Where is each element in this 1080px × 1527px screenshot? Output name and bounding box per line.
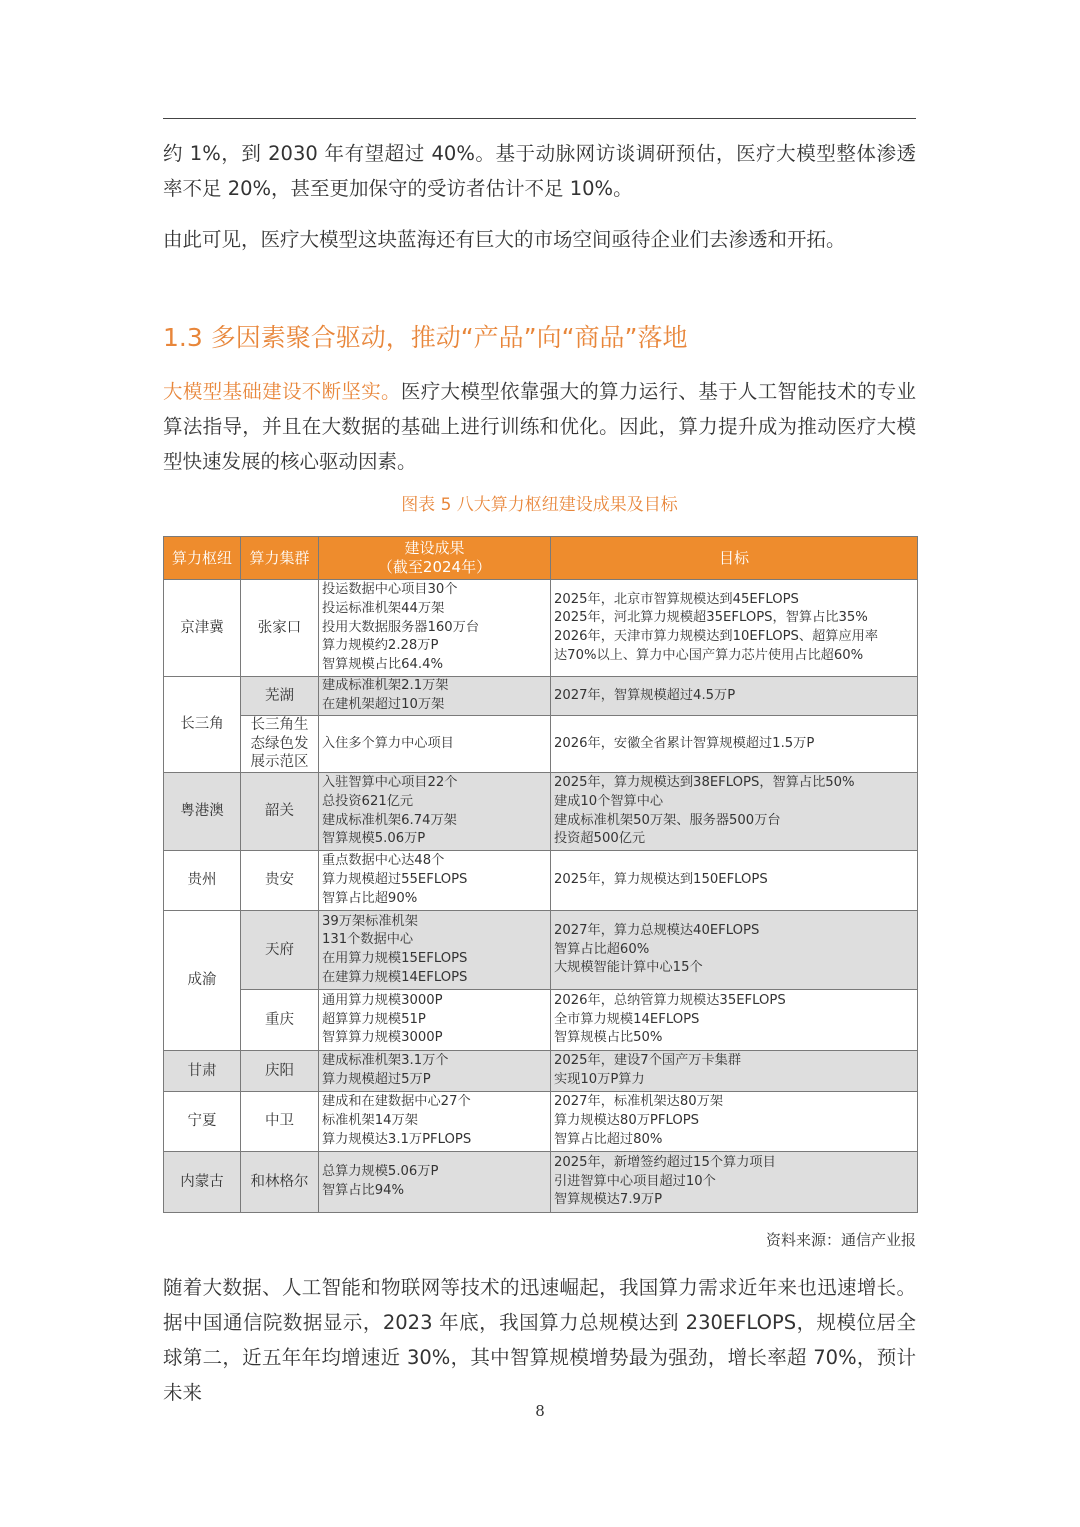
achievement-line: 算力规模超过5万P	[322, 1072, 431, 1087]
hub-cell: 内蒙古	[164, 1152, 241, 1213]
hub-cell: 长三角	[164, 677, 241, 773]
achievement-line: 入驻智算中心项目22个	[322, 775, 458, 791]
achievements-cell	[319, 990, 551, 1051]
cluster-cell: 庆阳	[241, 1051, 319, 1092]
target-cell	[551, 1092, 918, 1152]
achievement-line: 通用算力规模3000P	[322, 992, 443, 1008]
cluster-cell: 张家口	[241, 580, 319, 677]
lead-paragraph	[163, 374, 916, 479]
achievement-line: 算力规模达3.1万PFLOPS	[322, 1131, 472, 1147]
target-cell	[551, 911, 918, 990]
cluster-line: 展示范区	[250, 754, 309, 771]
achievements-cell	[319, 773, 551, 851]
header-rule	[163, 118, 916, 119]
target-cell	[551, 773, 918, 851]
lead-highlight: 大模型基础建设不断坚实。	[163, 380, 401, 403]
table-row	[164, 677, 918, 716]
achievement-line: 标准机架14万架	[322, 1113, 418, 1129]
achievements-cell	[319, 1152, 551, 1213]
target-cell	[551, 677, 918, 716]
figure-caption: 图表 5 八大算力枢纽建设成果及目标	[401, 495, 678, 515]
target-line: 大规模智能计算中心15个	[554, 960, 703, 976]
cluster-cell: 重庆	[241, 990, 319, 1051]
target-line: 引进智算中心项目超过10个	[554, 1173, 716, 1189]
target-line: 2026年，总纳管算力规模达35EFLOPS	[554, 992, 786, 1008]
achievement-line: 在建算力规模14EFLOPS	[322, 969, 468, 985]
cluster-cell: 中卫	[241, 1092, 319, 1152]
cluster-line: 长三角生	[250, 717, 309, 734]
hub-cell: 贵州	[164, 851, 241, 911]
cluster-cell: 韶关	[241, 773, 319, 851]
achievement-line: 39万架标准机架	[322, 913, 418, 929]
target-line: 2025年，算力规模达到150EFLOPS	[554, 872, 768, 888]
achievements-cell	[319, 716, 551, 773]
table-row	[164, 716, 918, 773]
achievements-cell	[319, 851, 551, 911]
table-row	[164, 851, 918, 911]
table-row	[164, 1092, 918, 1152]
achievement-line: 智算算力规模3000P	[322, 1030, 443, 1046]
target-line: 2025年，新增签约超过15个算力项目	[554, 1154, 776, 1170]
intro-paragraph-2: 由此可见，医疗大模型这块蓝海还有巨大的市场空间亟待企业们去渗透和开拓。	[163, 228, 846, 251]
achievement-line: 总投资621亿元	[322, 793, 414, 809]
target-cell	[551, 716, 918, 773]
target-line: 2025年，算力规模达到38EFLOPS，智算占比50%	[554, 775, 855, 791]
achievement-line: 智算占比超90%	[322, 890, 418, 906]
table-row	[164, 773, 918, 851]
hub-cell: 甘肃	[164, 1051, 241, 1092]
achievement-line: 重点数据中心达48个	[322, 853, 445, 869]
target-line: 2025年，北京市智算规模达到45EFLOPS	[554, 591, 799, 607]
target-line: 智算规模达7.9万P	[554, 1192, 663, 1208]
target-line: 2027年，智算规模超过4.5万P	[554, 687, 736, 703]
target-line: 智算占比超60%	[554, 941, 650, 957]
target-line: 2025年，河北算力规模超35EFLOPS，智算占比35%	[554, 610, 868, 626]
compute-hub-table	[163, 536, 918, 1213]
achievement-line: 智算规模占比64.4%	[322, 657, 444, 673]
cluster-cell: 贵安	[241, 851, 319, 911]
achievement-line: 建成标准机架2.1万架	[322, 678, 449, 694]
closing-paragraph: 随着大数据、人工智能和物联网等技术的迅速崛起，我国算力需求近年来也迅速增长。据中国通信院数据显示，2023 年底，我国算力总规模达到 230EFLOPS，规模位居全球第二，近五年年均增速近 30%，其中智算规模增势最为强劲，增长率超 70%，预计未来	[163, 1276, 916, 1404]
target-line: 建成10个智算中心	[554, 793, 664, 809]
target-cell	[551, 580, 918, 677]
achievement-line: 投用大数据服务器160万台	[322, 619, 480, 635]
achievements-cell	[319, 911, 551, 990]
achievement-line: 算力规模约2.28万P	[322, 638, 439, 654]
achievement-line: 在建机架超过10万架	[322, 697, 445, 712]
achievement-line: 建成和在建数据中心27个	[322, 1094, 471, 1110]
target-line: 算力规模达80万PFLOPS	[554, 1113, 700, 1129]
header-cluster: 算力集群	[241, 537, 319, 580]
table-row	[164, 580, 918, 677]
target-cell	[551, 851, 918, 911]
achievement-line: 投运数据中心项目30个	[322, 582, 458, 598]
target-line: 智算占比超过80%	[554, 1131, 663, 1147]
achievement-line: 建成标准机架6.74万架	[322, 812, 457, 828]
target-line: 达70%以上、算力中心国产算力芯片使用占比超60%	[554, 647, 864, 663]
target-cell	[551, 1152, 918, 1213]
source-note: 资料来源：通信产业报	[765, 1231, 916, 1249]
page-number: 8	[535, 1402, 545, 1420]
cluster-cell	[241, 716, 319, 773]
header-target: 目标	[551, 537, 918, 580]
cluster-line: 态绿色发	[250, 735, 309, 752]
achievement-line: 建成标准机架3.1万个	[322, 1053, 449, 1069]
target-line: 投资超500亿元	[554, 831, 646, 847]
hub-cell: 宁夏	[164, 1092, 241, 1152]
achievement-line: 入住多个算力中心项目	[322, 735, 454, 751]
target-line: 建成标准机架50万架、服务器500万台	[554, 812, 781, 828]
cluster-cell: 和林格尔	[241, 1152, 319, 1213]
header-hub: 算力枢纽	[164, 537, 241, 580]
target-line: 2025年，建设7个国产万卡集群	[554, 1053, 742, 1069]
header-achievements-line-1: 建设成果	[404, 539, 465, 557]
achievements-cell	[319, 1051, 551, 1092]
target-line: 智算规模占比50%	[554, 1030, 663, 1046]
target-line: 2027年，标准机架达80万架	[554, 1094, 724, 1110]
achievement-line: 总算力规模5.06万P	[322, 1164, 439, 1180]
hub-cell: 成渝	[164, 911, 241, 1051]
table-row	[164, 1051, 918, 1092]
target-cell	[551, 990, 918, 1051]
target-cell	[551, 1051, 918, 1092]
achievement-line: 智算占比94%	[322, 1183, 405, 1198]
lead-text: 医疗大模型依靠强大的算力运行、基于人工智能技术的专业算法指导，并且在大数据的基础上进行训练和优化。因此，算力提升成为推动医疗大模型快速发展的核心驱动因素。	[163, 380, 916, 473]
hub-cell: 粤港澳	[164, 773, 241, 851]
achievement-line: 算力规模超过55EFLOPS	[322, 872, 468, 888]
section-title: 1.3 多因素聚合驱动，推动“产品”向“商品”落地	[163, 323, 688, 352]
target-line: 全市算力规模14EFLOPS	[554, 1011, 700, 1027]
table-row	[164, 1152, 918, 1213]
table-header-row	[164, 537, 918, 580]
achievements-cell	[319, 580, 551, 677]
target-line: 2027年，算力总规模达40EFLOPS	[554, 922, 760, 938]
achievements-cell	[319, 1092, 551, 1152]
hub-cell: 京津冀	[164, 580, 241, 677]
table-row	[164, 990, 918, 1051]
target-line: 实现10万P算力	[554, 1072, 645, 1087]
header-achievements-line-2: （截至2024年）	[377, 558, 492, 576]
achievement-line: 131个数据中心	[322, 932, 414, 948]
achievements-cell	[319, 677, 551, 716]
intro-paragraph-1: 约 1%，到 2030 年有望超过 40%。基于动脉网访谈调研预估，医疗大模型整体渗透率不足 20%，甚至更加保守的受访者估计不足 10%。	[163, 142, 916, 200]
achievement-line: 投运标准机架44万架	[322, 600, 445, 616]
cluster-cell: 芜湖	[241, 677, 319, 716]
achievement-line: 在用算力规模15EFLOPS	[322, 951, 468, 966]
target-line: 2026年，安徽全省累计智算规模超过1.5万P	[554, 735, 815, 751]
header-achievements	[319, 537, 551, 580]
cluster-cell: 天府	[241, 911, 319, 990]
table-row	[164, 911, 918, 990]
achievement-line: 智算规模5.06万P	[322, 831, 426, 847]
achievement-line: 超算算力规模51P	[322, 1011, 426, 1027]
target-line: 2026年，天津市算力规模达到10EFLOPS、超算应用率	[554, 629, 879, 644]
